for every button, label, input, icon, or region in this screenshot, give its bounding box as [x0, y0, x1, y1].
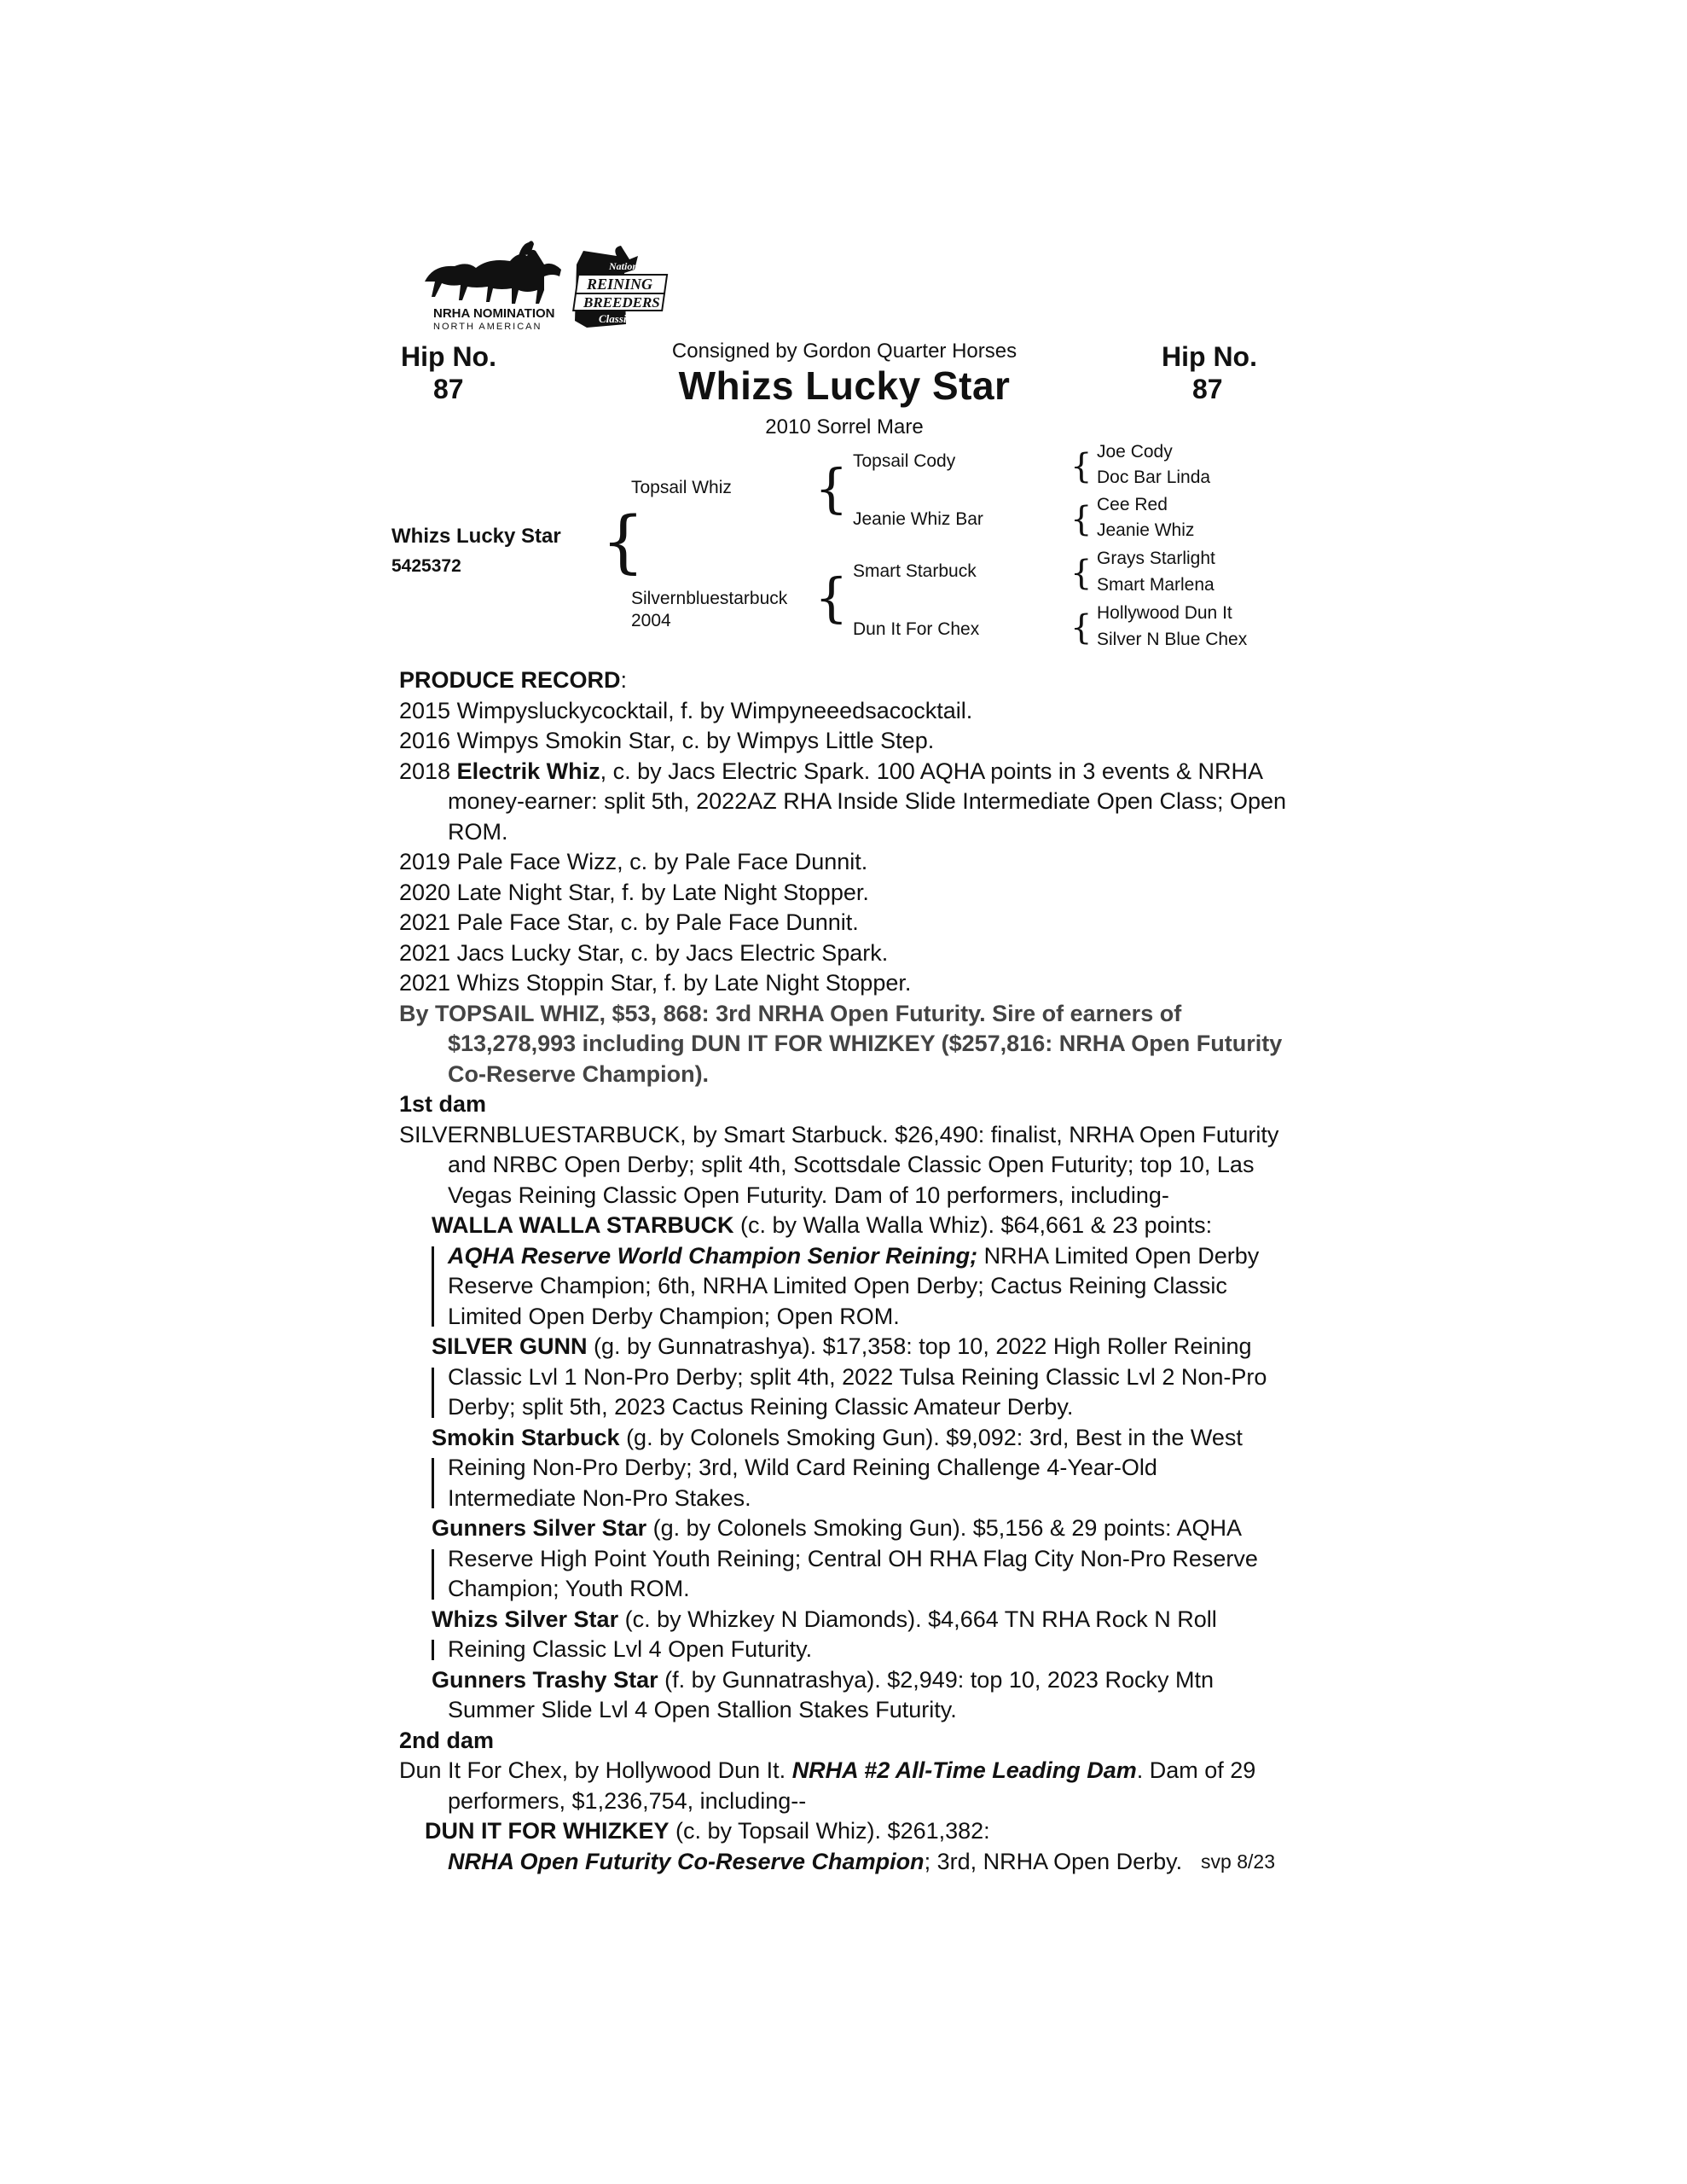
brace-icon: { [1070, 608, 1093, 648]
brace-icon: { [815, 457, 849, 520]
pedigree-ggs-6: Smart Marlena [1097, 575, 1215, 595]
offspring-record [432, 1544, 1290, 1605]
brace-icon: { [815, 566, 849, 629]
produce-entry: 2016 Wimpys Smokin Star, c. by Wimpys Little Step. [399, 728, 935, 753]
produce-entry: 2015 Wimpysluckycocktail, f. by Wimpyneeedsacocktail. [399, 697, 973, 723]
offspring-name: Gunners Silver Star [432, 1515, 647, 1541]
brace-icon: { [601, 502, 645, 581]
offspring-name: Whizs Silver Star [432, 1606, 619, 1632]
offspring-first-line [425, 1816, 1290, 1847]
produce-year: 2018 [399, 758, 457, 784]
offspring-detail: NRHA Limited Open Derby Reserve Champion; 6th, NRHA Limited Open Derby; Cactus Reining Classic Limited Open Derby Champion; Open ROM. [448, 1242, 1260, 1329]
offspring-entry [399, 1332, 1290, 1423]
offspring-detail: Summer Slide Lvl 4 Open Stallion Stakes Futurity. [448, 1697, 957, 1722]
first-dam-entry [399, 1120, 1290, 1211]
second-dam-title: NRHA #2 All-Time Leading Dam [791, 1757, 1137, 1783]
pedigree-ggs-1: Joe Cody [1097, 442, 1173, 462]
pedigree-dam: Silvernbluestarbuck [631, 589, 788, 608]
offspring-detail: Reining Non-Pro Derby; 3rd, Wild Card Reining Challenge 4-Year-Old Intermediate Non-Pro Stakes. [448, 1455, 1157, 1511]
offspring-name: SILVER GUNN [432, 1333, 588, 1359]
offspring-first-line [432, 1605, 1290, 1635]
brace-icon: { [1070, 500, 1093, 539]
produce-foal-name: Electrik Whiz [456, 758, 600, 784]
produce-heading-colon: : [620, 667, 628, 693]
breeders-classic-badge [573, 246, 667, 328]
pedigree-ggs-3: Cee Red [1097, 495, 1168, 514]
vertical-bar [432, 1458, 434, 1508]
vertical-bar [432, 1640, 434, 1660]
offspring-entry [399, 1423, 1290, 1514]
offspring-entry [399, 1605, 1290, 1665]
nrha-nrbc-logo [416, 239, 691, 341]
badge-mid2: BREEDERS [583, 294, 660, 311]
offspring-detail: (g. by Colonels Smoking Gun). $9,092: 3rd, Best in the West [619, 1424, 1243, 1450]
hip-label-left: Hip No. [401, 341, 496, 372]
pedigree-ggs-2: Doc Bar Linda [1097, 468, 1211, 487]
footer-code: svp 8/23 [1201, 1850, 1275, 1873]
offspring-name: Gunners Trashy Star [432, 1666, 658, 1693]
second-dam-heading: 2nd dam [399, 1727, 495, 1753]
offspring-name: Smokin Starbuck [432, 1424, 620, 1450]
offspring-detail: Reining Classic Lvl 4 Open Futurity. [448, 1636, 813, 1662]
pedigree-ggs-4: Jeanie Whiz [1097, 520, 1195, 540]
pedigree-dam-year: 2004 [631, 611, 671, 630]
first-dam-heading: 1st dam [399, 1091, 487, 1117]
offspring-entry [399, 1513, 1290, 1605]
offspring-entry [399, 1665, 1290, 1726]
pedigree-horse: Whizs Lucky Star [391, 525, 561, 548]
vertical-bar [432, 1368, 434, 1418]
produce-entry: 2020 Late Night Star, f. by Late Night Stopper. [399, 879, 869, 905]
first-dam-name: SILVERNBLUESTARBUCK [399, 1121, 681, 1147]
produce-entry: 2021 Pale Face Star, c. by Pale Face Dunnit. [399, 909, 859, 935]
vertical-bar [432, 1246, 434, 1327]
produce-entry: 2019 Pale Face Wizz, c. by Pale Face Dunnit. [399, 849, 868, 874]
second-dam-entry [399, 1756, 1290, 1816]
produce-entry [399, 757, 1290, 848]
pedigree-dam-sire: Smart Starbuck [853, 561, 977, 581]
offspring-first-line [432, 1423, 1290, 1454]
offspring-first-line [432, 1665, 1290, 1696]
offspring-entry [399, 1211, 1290, 1332]
sire-note: By TOPSAIL WHIZ, $53, 868: 3rd NRHA Open Futurity. Sire of earners of $13,278,993 including DUN IT FOR WHIZKEY ($257,816: NRHA Open Futurity Co-Reserve Champion). [399, 1000, 1283, 1087]
offspring-detail: ; 3rd, NRHA Open Derby. [924, 1848, 1183, 1874]
offspring-first-line [432, 1513, 1290, 1544]
offspring-name: WALLA WALLA STARBUCK [432, 1212, 734, 1238]
produce-record-heading [399, 665, 1290, 696]
offspring-detail: (c. by Topsail Whiz). $261,382: [669, 1818, 990, 1844]
offspring-detail: (g. by Gunnatrashya). $17,358: top 10, 2022 High Roller Reining [587, 1333, 1252, 1359]
pedigree-sire-sire: Topsail Cody [853, 451, 956, 471]
consignor: Consigned by Gordon Quarter Horses [671, 340, 1017, 363]
produce-heading-text: PRODUCE RECORD [399, 667, 621, 693]
pedigree-ggs-7: Hollywood Dun It [1097, 603, 1232, 623]
offspring-name: DUN IT FOR WHIZKEY [425, 1818, 670, 1844]
logo-line2: NORTH AMERICAN [433, 322, 542, 332]
offspring-title: NRHA Open Futurity Co-Reserve Champion [448, 1848, 925, 1874]
catalog-page-body [399, 665, 1290, 1877]
pedigree-dam-dam: Dun It For Chex [853, 619, 980, 639]
badge-bottom: Classic [599, 312, 632, 325]
offspring-detail: (f. by Gunnatrashya). $2,949: top 10, 2023 Rocky Mtn [658, 1666, 1214, 1693]
offspring-record [432, 1635, 1290, 1665]
pedigree-sire-dam: Jeanie Whiz Bar [853, 509, 983, 529]
first-dam-text: , by Smart Starbuck. $26,490: finalist, NRHA Open Futurity and NRBC Open Derby; split 4th, Scottsdale Classic Open Futurity; top 10, Las Vegas Reining Classic Open Futurity. Dam of 10 performers, including- [448, 1121, 1279, 1208]
offspring-title: AQHA Reserve World Champion Senior Reining; [448, 1242, 978, 1269]
horse-name: Whizs Lucky Star [678, 363, 1011, 408]
produce-detail: , c. by Jacs Electric Spark. 100 AQHA points in 3 events & NRHA money-earner: split 5th, 2022AZ RHA Inside Slide Intermediate Open Class; Open ROM. [448, 758, 1287, 845]
offspring-record [432, 1241, 1290, 1333]
vertical-bar [432, 1549, 434, 1600]
horse-description: 2010 Sorrel Mare [765, 415, 924, 439]
brace-icon: { [1070, 554, 1093, 593]
pedigree-reg-number: 5425372 [391, 556, 461, 576]
hip-number-left: 87 [433, 374, 464, 404]
offspring-record [425, 1847, 1290, 1878]
second-dam-text: Dun It For Chex, by Hollywood Dun It. [399, 1757, 792, 1783]
logo-line1: NRHA NOMINATION [433, 306, 555, 321]
pedigree-ggs-5: Grays Starlight [1097, 549, 1215, 568]
offspring-detail: Classic Lvl 1 Non-Pro Derby; split 4th, 2022 Tulsa Reining Classic Lvl 2 Non-Pro Derby; split 5th, 2023 Cactus Reining Classic Amateur Derby. [448, 1363, 1267, 1420]
produce-entry: 2021 Jacs Lucky Star, c. by Jacs Electric Spark. [399, 939, 889, 966]
hip-number-right: 87 [1192, 374, 1223, 404]
offspring-entry [399, 1816, 1290, 1877]
offspring-first-line [432, 1332, 1290, 1362]
offspring-detail: (c. by Whizkey N Diamonds). $4,664 TN RHA Rock N Roll [618, 1606, 1217, 1632]
second-dam-text: . Dam of 29 performers, $1,236,754, including-- [448, 1757, 1256, 1814]
produce-entry: 2021 Whizs Stoppin Star, f. by Late Night Stopper. [399, 970, 912, 996]
offspring-detail: Reserve High Point Youth Reining; Central OH RHA Flag City Non-Pro Reserve Champion; Youth ROM. [448, 1545, 1258, 1601]
offspring-record [432, 1453, 1290, 1513]
pedigree-sire: Topsail Whiz [631, 478, 732, 497]
badge-mid1: REINING [587, 276, 653, 293]
hip-label-right: Hip No. [1162, 341, 1257, 372]
badge-top: National [609, 260, 646, 272]
pedigree-ggs-8: Silver N Blue Chex [1097, 630, 1248, 649]
horses-icon [425, 241, 561, 304]
offspring-detail: (g. by Colonels Smoking Gun). $5,156 & 29 points: AQHA [646, 1515, 1242, 1541]
offspring-detail: (c. by Walla Walla Whiz). $64,661 & 23 points: [733, 1212, 1213, 1238]
offspring-first-line [432, 1211, 1290, 1241]
offspring-record [432, 1695, 1290, 1726]
offspring-record [432, 1362, 1290, 1423]
brace-icon: { [1070, 447, 1093, 486]
